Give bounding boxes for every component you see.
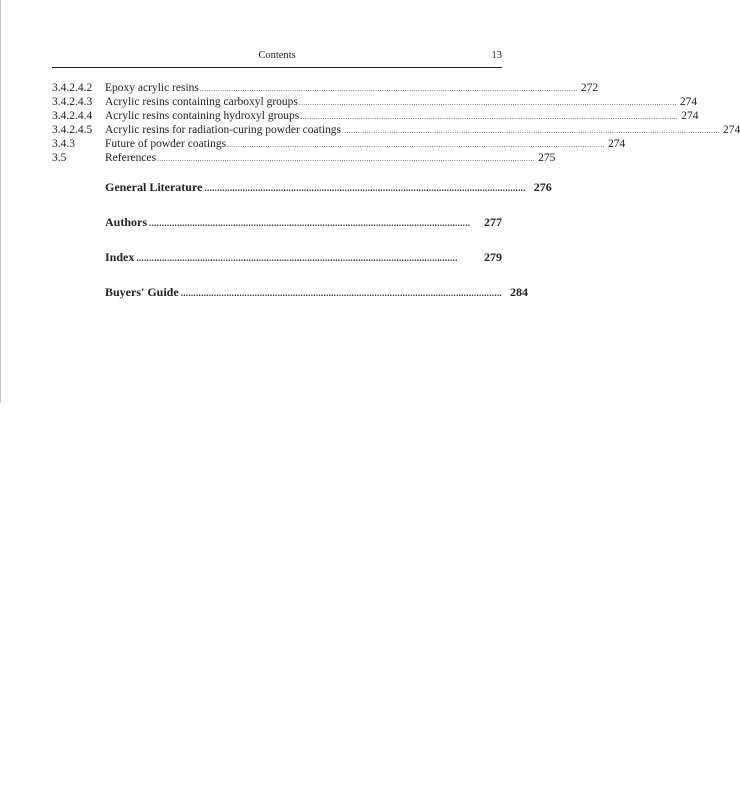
toc-entry-page: 272 <box>580 82 599 94</box>
dot-leader: ........................................................................................................................................................................ <box>199 85 578 93</box>
page-edge-rule <box>0 0 1 403</box>
dot-leader: .............................................................................................................................. <box>136 253 458 263</box>
toc-section-title: Authors <box>105 215 148 229</box>
toc-entry-page: 274 <box>608 138 626 150</box>
toc-entry-number: 3.4.2.4.5 <box>52 124 93 136</box>
header-divider <box>52 67 502 68</box>
toc-entry-title: Epoxy acrylic resins <box>105 82 199 94</box>
toc-entry[interactable] <box>52 95 698 109</box>
dot-leader: ........................................................................................................................................................................ <box>298 99 677 107</box>
toc-section-title: General Literature <box>105 180 203 194</box>
toc-entry-title: Acrylic resins containing carboxyl groups <box>105 96 298 108</box>
toc-entry-title: References <box>105 152 157 164</box>
running-header <box>52 50 502 64</box>
toc-section-page: 279 <box>484 250 502 264</box>
toc-section-title: Buyers' Guide <box>105 285 179 299</box>
toc-section-authors[interactable] <box>105 214 502 230</box>
toc-entry-number: 3.4.2.4.3 <box>52 96 93 108</box>
toc-entry-page: 274 <box>679 96 698 108</box>
toc-section-title: Index <box>105 250 135 264</box>
running-header-title: Contents <box>258 50 296 61</box>
toc-entry-page: 275 <box>538 152 556 164</box>
toc-entry[interactable] <box>52 137 626 151</box>
toc-entry[interactable] <box>52 151 556 165</box>
toc-entry-page: 274 <box>723 124 740 136</box>
toc-section-page: 284 <box>510 285 528 299</box>
toc-entry-number: 3.4.2.4.2 <box>52 82 93 94</box>
toc-entry-number: 3.5 <box>52 152 67 164</box>
dot-leader: .............................................................................................................................. <box>180 288 502 298</box>
toc-entry[interactable] <box>52 109 699 123</box>
toc-entry-title: Future of powder coatings <box>105 138 227 150</box>
dot-leader: .............................................................................................................................. <box>149 218 471 228</box>
toc-section-general-literature[interactable] <box>105 179 552 195</box>
toc-entry-title: Acrylic resins containing hydroxyl groups <box>105 110 300 122</box>
toc-section-index[interactable] <box>105 249 502 265</box>
dot-leader: ........................................................................................................................................................................ <box>342 127 720 135</box>
toc-section-buyers-guide[interactable] <box>105 284 528 300</box>
toc-entry[interactable] <box>52 81 599 95</box>
toc-section-page: 277 <box>484 215 502 229</box>
toc-entry-page: 274 <box>681 110 699 122</box>
toc-entry-number: 3.4.3 <box>52 138 75 150</box>
dot-leader: ........................................................................................................................................................................ <box>300 113 679 121</box>
toc-entry-title: Acrylic resins for radiation-curing powder coatings <box>105 124 341 136</box>
toc-list <box>52 81 740 165</box>
page-number: 13 <box>491 50 502 61</box>
toc-section-page: 276 <box>533 180 552 194</box>
toc-entry-number: 3.4.2.4.4 <box>52 110 93 122</box>
toc-entry[interactable] <box>52 123 740 137</box>
dot-leader: .............................................................................................................................. <box>204 183 526 193</box>
dot-leader: ........................................................................................................................................................................ <box>227 141 606 149</box>
dot-leader: ........................................................................................................................................................................ <box>157 155 536 163</box>
